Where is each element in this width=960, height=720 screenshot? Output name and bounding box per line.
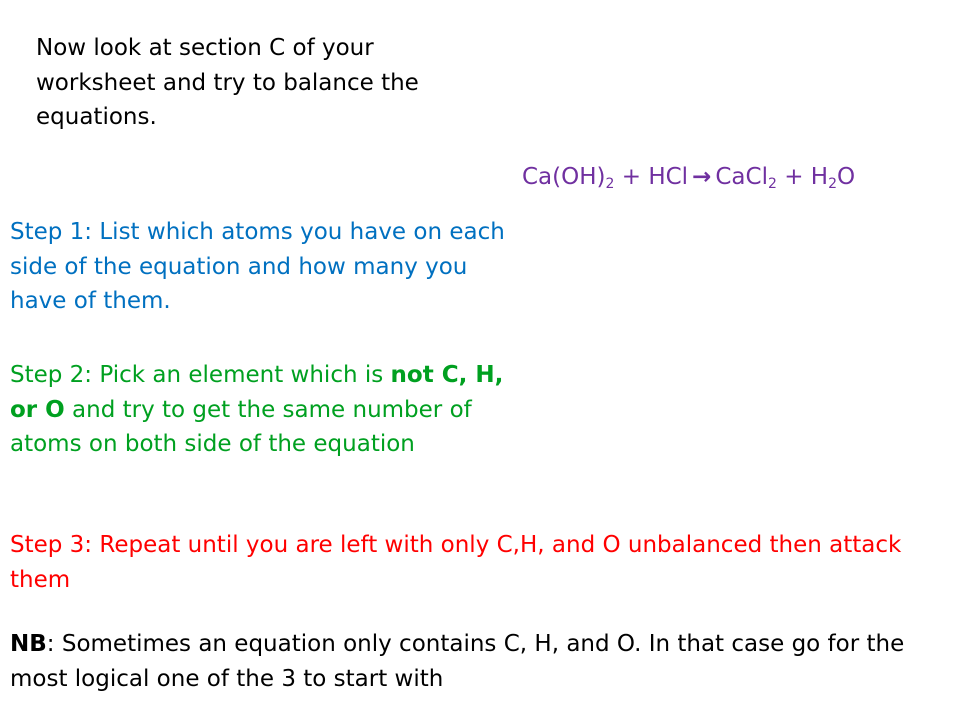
nb-label: NB: [10, 631, 47, 657]
step-2-text: Step 2: Pick an element which is not C, H, or O and try to get the same number of atoms on both side of the equation: [10, 362, 504, 457]
step-2-emphasis: not C, H, or O: [10, 362, 504, 423]
intro-instruction: Now look at section C of your worksheet and try to balance the equations.: [36, 35, 419, 130]
plus-sign: +: [614, 164, 649, 190]
chemical-equation: [522, 160, 855, 195]
product-water: $H_2O$: [810, 164, 856, 192]
product-calcium-chloride: CaCl$_2$: [715, 164, 777, 192]
arrow-icon: →: [692, 164, 712, 190]
reactant-calcium-hydroxide: $Ca(OH)_2$: [522, 164, 615, 192]
plus-sign: +: [776, 164, 811, 190]
step-1-text: Step 1: List which atoms you have on each side of the equation and how many you have of them.: [10, 219, 505, 314]
nb-note: NB: Sometimes an equation only contains C, H, and O. In that case go for the most logical one of the 3 to start with: [10, 631, 905, 692]
step-3-text: Step 3: Repeat until you are left with only C,H, and O unbalanced then attack them: [10, 532, 902, 593]
reactant-hcl: HCl: [648, 164, 689, 190]
